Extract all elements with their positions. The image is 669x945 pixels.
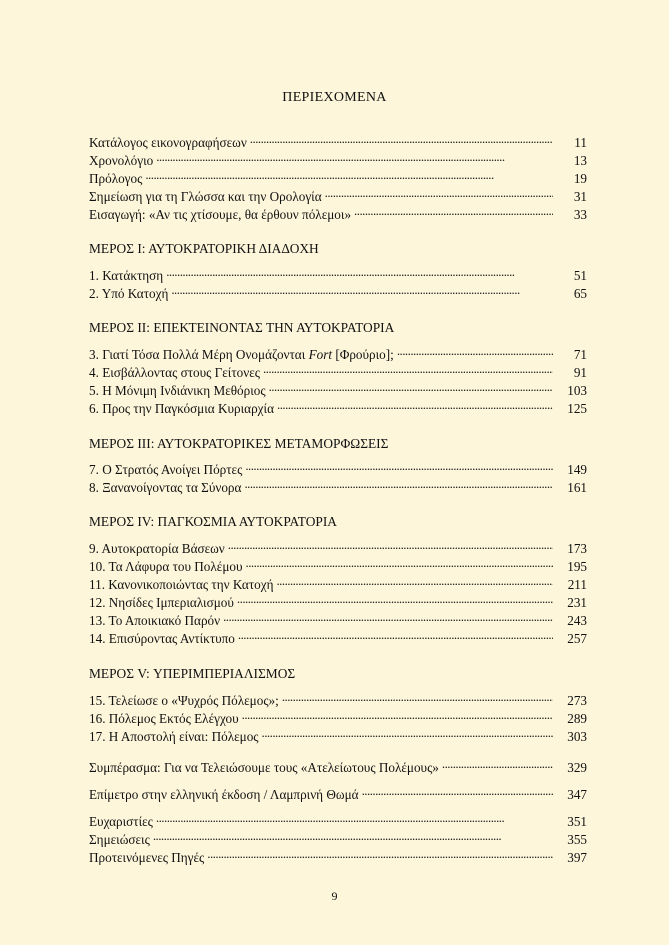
part-heading: ΜΕΡΟΣ Ι: ΑΥΤΟΚΡΑΤΟΡΙΚΗ ΔΙΑΔΟΧΗ [89,241,319,256]
entry-label: 13. Το Αποικιακό Παρόν [89,613,221,628]
toc-entry[interactable] [89,475,587,495]
toc-entry[interactable] [89,148,587,168]
entry-label: Πρόλογος [89,171,143,186]
toc-entry[interactable] [89,688,587,708]
entry-page: 289 [567,711,587,726]
entry-label: 4. Εισβάλλοντας στους Γείτονες [89,365,260,380]
toc-entry[interactable] [89,724,587,744]
toc-entry[interactable] [89,166,587,186]
dot-leader [276,572,553,589]
entry-page: 19 [573,171,587,186]
entry-page: 211 [567,577,587,592]
entry-page: 103 [567,383,587,398]
toc-entry[interactable] [89,457,587,477]
toc-entry[interactable] [89,342,587,362]
toc-entry-conclusion[interactable] [89,755,587,775]
dot-leader [238,626,553,643]
entry-label-post: [Φρούριο]; [332,347,394,362]
toc-entry[interactable] [89,827,587,847]
dot-leader [397,342,553,359]
entry-label: 16. Πόλεμος Εκτός Ελέγχου [89,711,239,726]
toc-entry[interactable] [89,706,587,726]
toc-entry-epilogue[interactable] [89,782,587,802]
dot-leader [156,148,553,165]
entry-page: 231 [567,595,587,610]
entry-page: 397 [567,850,587,865]
entry-label: Σημειώσεις [89,832,150,847]
toc-entry[interactable] [89,360,587,380]
toc-entry[interactable] [89,281,587,301]
dot-leader [245,457,553,474]
toc-entry[interactable] [89,845,587,865]
dot-leader [246,554,553,571]
dot-leader [354,202,553,219]
entry-label: 11. Κανονικοποιώντας την Κατοχή [89,577,274,592]
toc-entry[interactable] [89,184,587,204]
entry-label: 2. Υπό Κατοχή [89,286,169,301]
entry-page: 91 [573,365,587,380]
dot-leader [262,724,553,741]
toc-entry[interactable] [89,202,587,222]
entry-label: Συμπέρασμα: Για να Τελειώσουμε τους «Ατελείωτους Πολέμους» [89,760,439,775]
entry-page: 125 [567,401,587,416]
entry-label: 7. Ο Στρατός Ανοίγει Πόρτες [89,462,243,477]
dot-leader [145,166,553,183]
entry-label: 10. Τα Λάφυρα του Πολέμου [89,559,243,574]
dot-leader [244,475,553,492]
dot-leader [325,184,553,201]
dot-leader [166,263,553,280]
toc-entry[interactable] [89,572,587,592]
toc-entry[interactable] [89,536,587,556]
entry-page: 195 [567,559,587,574]
dot-leader [250,130,553,147]
entry-label: Σημείωση για τη Γλώσσα και την Ορολογία [89,189,322,204]
entry-label: 6. Προς την Παγκόσμια Κυριαρχία [89,401,274,416]
entry-page: 149 [567,462,587,477]
entry-label: Εισαγωγή: «Αν τις χτίσουμε, θα έρθουν πόλεμοι» [89,207,352,222]
entry-label: Χρονολόγιο [89,153,154,168]
entry-label: 9. Αυτοκρατορία Βάσεων [89,541,225,556]
entry-page: 329 [567,760,587,775]
entry-page: 243 [567,613,587,628]
page-title: ΠΕΡΙΕΧΟΜΕΝΑ [282,90,387,105]
entry-page: 173 [567,541,587,556]
entry-label: 15. Τελείωσε ο «Ψυχρός Πόλεμος»; [89,693,279,708]
entry-page: 161 [567,480,587,495]
entry-page: 303 [567,729,587,744]
dot-leader [171,281,553,298]
entry-page: 351 [567,814,587,829]
entry-label: 14. Επισύροντας Αντίκτυπο [89,631,235,646]
dot-leader [153,827,553,844]
entry-label-italic: Fort [308,347,333,362]
entry-page: 31 [573,189,587,204]
dot-leader [362,782,553,799]
toc-entry[interactable] [89,378,587,398]
entry-label: 17. Η Αποστολή είναι: Πόλεμος [89,729,259,744]
entry-page: 347 [567,787,587,802]
entry-page: 13 [573,153,587,168]
toc-entry[interactable] [89,554,587,574]
toc-entry[interactable] [89,130,587,150]
entry-page: 51 [573,268,587,283]
entry-label: Ευχαριστίες [89,814,153,829]
dot-leader [228,536,553,553]
entry-label: 1. Κατάκτηση [89,268,164,283]
entry-label: Προτεινόμενες Πηγές [89,850,205,865]
toc-entry[interactable] [89,590,587,610]
part-heading: ΜΕΡΟΣ ΙΙ: ΕΠΕΚΤΕΙΝΟΝΤΑΣ ΤΗΝ ΑΥΤΟΚΡΑΤΟΡΙΑ [89,320,395,335]
entry-page: 11 [574,135,587,150]
entry-page: 71 [573,347,587,362]
entry-label: 5. Η Μόνιμη Ινδιάνικη Μεθόριος [89,383,266,398]
toc-entry[interactable] [89,608,587,628]
toc-entry[interactable] [89,263,587,283]
dot-leader [269,378,553,395]
entry-label-pre: 3. Γιατί Τόσα Πολλά Μέρη Ονομάζονται [89,347,309,362]
entry-page: 355 [567,832,587,847]
dot-leader [237,590,553,607]
entry-page: 257 [567,631,587,646]
entry-page: 65 [573,286,587,301]
page-number: 9 [331,889,338,903]
part-heading: ΜΕΡΟΣ ΙΙΙ: ΑΥΤΟΚΡΑΤΟΡΙΚΕΣ ΜΕΤΑΜΟΡΦΩΣΕΙΣ [89,436,389,451]
dot-leader [156,809,553,826]
entry-label: Επίμετρο στην ελληνική έκδοση / Λαμπρινή Θωμά [89,787,359,802]
dot-leader [207,845,553,862]
entry-label: 8. Ξανανοίγοντας τα Σύνορα [89,480,242,495]
dot-leader [263,360,553,377]
entry-page: 273 [567,693,587,708]
dot-leader [242,706,553,723]
part-heading: ΜΕΡΟΣ V: ΥΠΕΡΙΜΠΕΡΙΑΛΙΣΜΟΣ [89,666,296,681]
entry-page: 33 [573,207,587,222]
part-heading: ΜΕΡΟΣ IV: ΠΑΓΚΟΣΜΙΑ ΑΥΤΟΚΡΑΤΟΡΙΑ [89,514,337,529]
entry-label: 12. Νησίδες Ιμπεριαλισμού [89,595,234,610]
dot-leader [282,688,553,705]
toc-entry[interactable] [89,809,587,829]
toc-entry[interactable] [89,396,587,416]
toc-entry[interactable] [89,626,587,646]
dot-leader [277,396,553,413]
dot-leader [223,608,553,625]
dot-leader [442,755,553,772]
entry-label: Κατάλογος εικονογραφήσεων [89,135,247,150]
